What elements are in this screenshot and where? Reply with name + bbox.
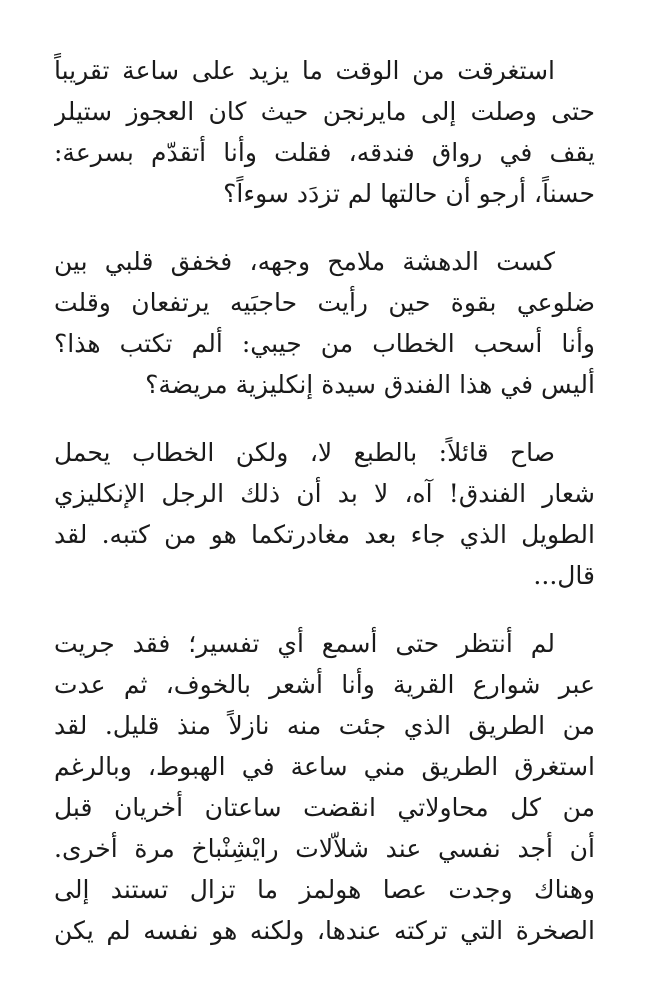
text-line: قال... [533, 561, 595, 590]
text-line: استغرقت من الوقت ما يزيد على ساعة تقريباً [54, 56, 555, 85]
text-line: ضلوعي بقوة حين رأيت حاجبَيه يرتفعان وقلت [54, 288, 595, 317]
paragraph-3 [54, 432, 595, 596]
text-line: من الطريق الذي جئت منه نازلاً منذ قليل. لقد [54, 711, 595, 740]
text-line: لم أنتظر حتى أسمع أي تفسير؛ فقد جريت [54, 629, 555, 658]
text-line: الطويل الذي جاء بعد مغادرتكما هو من كتبه. لقد [54, 520, 595, 549]
text-line: أن أجد نفسي عند شلاّلات رايْشِنْباخ مرة أخرى. [54, 834, 595, 863]
text-line: صاح قائلاً: بالطبع لا، ولكن الخطاب يحمل [54, 438, 555, 467]
text-line: عبر شوارع القرية وأنا أشعر بالخوف، ثم عدت [54, 670, 595, 699]
text-line: حتى وصلت إلى مايرنجن حيث كان العجوز ستيلر [54, 97, 595, 126]
text-line: كست الدهشة ملامح وجهه، فخفق قلبي بين [54, 247, 555, 276]
text-line: استغرق الطريق مني ساعة في الهبوط، وبالرغم [54, 752, 595, 781]
paragraph-1 [54, 50, 595, 214]
text-line: شعار الفندق! آه، لا بد أن ذلك الرجل الإنكليزي [54, 479, 595, 508]
text-line: من كل محاولاتي انقضت ساعتان أخريان قبل [54, 793, 595, 822]
text-line: حسناً، أرجو أن حالتها لم تزدَد سوءاً؟ [223, 179, 595, 208]
text-line: وأنا أسحب الخطاب من جيبي: ألم تكتب هذا؟ [54, 329, 595, 358]
text-line: يقف في رواق فندقه، فقلت وأنا أتقدّم بسرعة: [54, 138, 595, 167]
text-line: الصخرة التي تركته عندها، ولكنه هو نفسه لم يكن [54, 916, 595, 945]
paragraph-4 [54, 623, 595, 951]
paragraph-2 [54, 241, 595, 405]
text-line: وهناك وجدت عصا هولمز ما تزال تستند إلى [54, 875, 595, 904]
text-line: أليس في هذا الفندق سيدة إنكليزية مريضة؟ [145, 370, 595, 399]
